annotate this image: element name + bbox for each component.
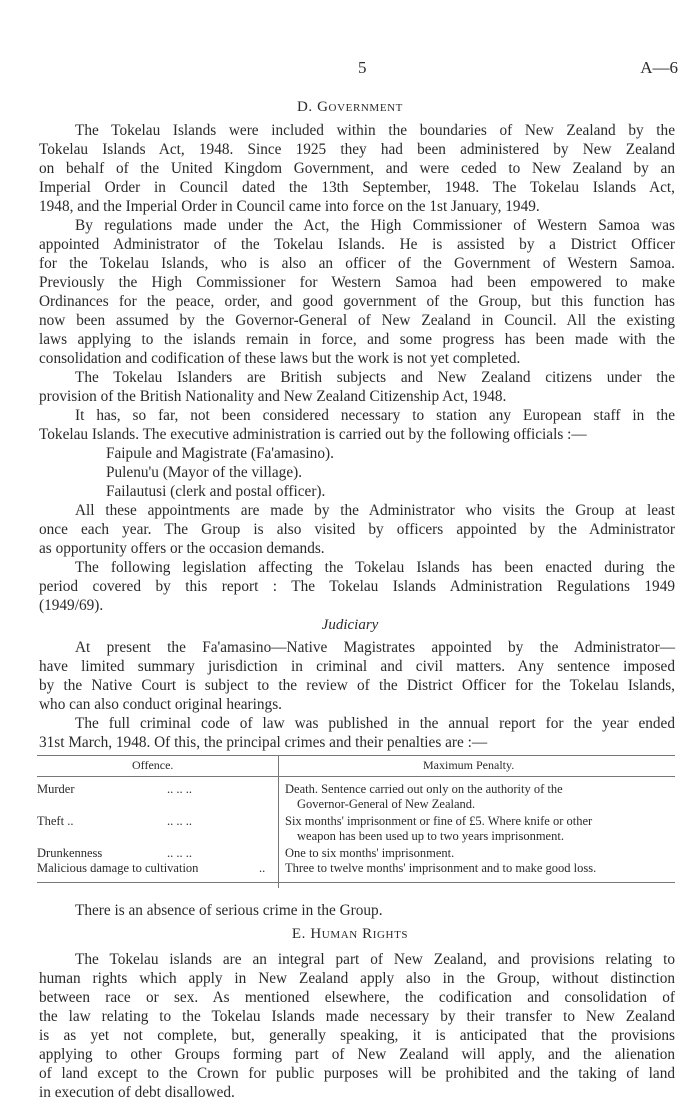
paragraph-line: The Tokelau islands are an integral part of New Zealand, and provisions relating to [75,951,675,968]
penalties-table [37,755,675,889]
list-item: Faipule and Magistrate (Fa'amasino). [106,445,334,462]
table-leader-dots: .. .. .. [167,846,192,860]
table-leader-dots: .. [259,861,266,875]
paragraph-line: laws applying to the islands remain in force, and some progress has been made with the [39,331,675,348]
table-cell-penalty: One to six months' imprisonment. [285,846,455,860]
paragraph-line: Tokelau Islands Act, 1948. Since 1925 they had been administered by New Zealand [39,141,675,158]
table-cell-penalty: Death. Sentence carried out only on the authority of the [285,782,563,796]
table-cell-penalty: weapon has been used up to two years imprisonment. [297,829,564,843]
paragraph-line: All these appointments are made by the Administrator who visits the Group at least [75,502,675,519]
paragraph-line: of land except to the Crown for public purposes will be prohibited and the taking of land [39,1065,675,1082]
table-column-divider [278,755,279,888]
paragraph-line: for the Tokelau Islands, who is also an officer of the Government of Western Samoa. [39,255,675,272]
paragraph-line: period covered by this report : The Tokelau Islands Administration Regulations 1949 [39,578,675,595]
table-cell-offence: Drunkenness [37,846,103,860]
column-header-penalty: Maximum Penalty. [423,758,515,772]
section-heading-government: D. Government [296,99,404,115]
paragraph-line: (1949/69). [39,597,104,614]
paragraph-line: applying to other Groups forming part of New Zealand will apply, and the alienation [39,1046,675,1063]
document-reference: A—6 [640,58,678,77]
section-heading-human-rights: E. Human Rights [291,926,409,942]
paragraph-line: the law relating to the Tokelau Islands made necessary by their transfer to New Zealand [39,1008,675,1025]
paragraph-line: now been assumed by the Governor-General of New Zealand in Council. All the existing [39,312,675,329]
paragraph-line: The following legislation affecting the Tokelau Islands has been enacted during the [75,559,675,576]
paragraph-line: is as yet not complete, but, generally speaking, it is anticipated that the provisions [39,1027,675,1044]
paragraph-line: The full criminal code of law was published in the annual report for the year ended [75,715,675,732]
table-leader-dots: .. .. .. [167,782,192,796]
paragraph-line: The Tokelau Islands were included within the boundaries of New Zealand by the [75,122,675,139]
list-item: Failautusi (clerk and postal officer). [106,483,326,500]
table-cell-offence: Murder [37,782,75,796]
paragraph-line: The Tokelau Islanders are British subjects and New Zealand citizens under the [75,369,675,386]
paragraph-line: by the Native Court is subject to the review of the District Officer for the Tokelau Islands, [39,677,675,694]
paragraph-line: By regulations made under the Act, the High Commissioner of Western Samoa was [75,217,675,234]
paragraph-line: once each year. The Group is also visited by officers appointed by the Administrator [39,521,675,538]
paragraph-line: human rights which apply in New Zealand apply also in the Group, without distinction [39,970,675,987]
paragraph-line: It has, so far, not been considered necessary to station any European staff in the [75,407,675,424]
table-cell-offence: Theft .. [37,814,74,828]
paragraph-line: At present the Fa'amasino—Native Magistrates appointed by the Administrator— [75,639,675,656]
paragraph-line: Ordinances for the peace, order, and good government of the Group, but this function has [39,293,675,310]
table-cell-offence: Malicious damage to cultivation [37,861,199,875]
table-leader-dots: .. .. .. [167,814,192,828]
paragraph-line: Tokelau Islands. The executive administration is carried out by the following officials :— [39,426,587,443]
table-top-rule [37,755,675,756]
subsection-heading-judiciary: Judiciary [321,617,379,633]
paragraph-line: Previously the High Commissioner for Western Samoa had been empowered to make [39,274,675,291]
paragraph-line: have limited summary jurisdiction in criminal and civil matters. Any sentence imposed [39,658,675,675]
paragraph-line: who can also conduct original hearings. [39,696,282,713]
paragraph-line: 31st March, 1948. Of this, the principal crimes and their penalties are :— [39,734,488,751]
paragraph-line: appointed Administrator of the Tokelau Islands. He is assisted by a District Officer [39,236,675,253]
paragraph-line: Imperial Order in Council dated the 13th September, 1948. The Tokelau Islands Act, [39,179,675,196]
paragraph-line: between race or sex. As mentioned elsewhere, the codification and consolidation of [39,989,675,1006]
table-header-rule [37,776,675,777]
page-number: 5 [358,58,367,77]
paragraph-line: provision of the British Nationality and New Zealand Citizenship Act, 1948. [39,388,507,405]
table-cell-penalty: Six months' imprisonment or fine of £5. Where knife or other [285,814,593,828]
paragraph-line: in execution of debt disallowed. [39,1084,235,1101]
page-header [0,58,700,82]
paragraph-line: as opportunity offers or the occasion demands. [39,540,325,557]
table-bottom-rule [37,882,675,883]
list-item: Pulenu'u (Mayor of the village). [106,464,303,481]
paragraph-line: consolidation and codification of these laws but the work is not yet completed. [39,350,521,367]
paragraph-line: 1948, and the Imperial Order in Council came into force on the 1st January, 1949. [39,198,540,215]
table-cell-penalty: Three to twelve months' imprisonment and to make good loss. [285,861,597,875]
paragraph-line: on behalf of the United Kingdom Government, and were ceded to New Zealand by an [39,160,675,177]
paragraph-line: There is an absence of serious crime in the Group. [75,902,383,919]
table-cell-penalty: Governor-General of New Zealand. [297,797,476,811]
column-header-offence: Offence. [132,758,174,772]
